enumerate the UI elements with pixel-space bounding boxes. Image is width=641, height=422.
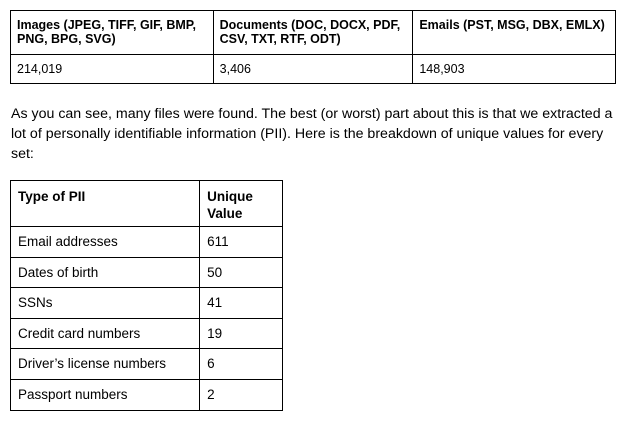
table-header-row (11, 181, 283, 227)
pii-type: Dates of birth (11, 257, 200, 288)
documents-count: 3,406 (213, 55, 413, 84)
pii-value: 6 (200, 349, 283, 380)
pii-type: Passport numbers (11, 379, 200, 410)
pii-breakdown-table (10, 180, 283, 411)
header-images: Images (JPEG, TIFF, GIF, BMP, PNG, BPG, SVG) (11, 11, 214, 55)
table-row (11, 288, 283, 319)
intro-paragraph: As you can see, many files were found. The best (or worst) part about this is that we extracted a lot of personally identifiable information (PII). Here is the breakdown of unique values for every set: (11, 106, 613, 162)
pii-type: SSNs (11, 288, 200, 319)
table-row (11, 227, 283, 258)
emails-count: 148,903 (413, 55, 616, 84)
pii-value: 41 (200, 288, 283, 319)
table-row (11, 257, 283, 288)
pii-value: 2 (200, 379, 283, 410)
pii-type: Driver’s license numbers (11, 349, 200, 380)
header-documents: Documents (DOC, DOCX, PDF, CSV, TXT, RTF, ODT) (213, 11, 413, 55)
images-count: 214,019 (11, 55, 214, 84)
pii-value: 50 (200, 257, 283, 288)
header-unique-value: Unique Value (200, 181, 283, 227)
files-found-table (10, 10, 616, 84)
table-row (11, 379, 283, 410)
pii-value: 19 (200, 318, 283, 349)
pii-type: Email addresses (11, 227, 200, 258)
header-emails: Emails (PST, MSG, DBX, EMLX) (413, 11, 616, 55)
table-row (11, 349, 283, 380)
table-header-row (11, 11, 616, 55)
header-type-of-pii: Type of PII (11, 181, 200, 227)
pii-type: Credit card numbers (11, 318, 200, 349)
pii-value: 611 (200, 227, 283, 258)
table-row (11, 318, 283, 349)
table-row (11, 55, 616, 84)
